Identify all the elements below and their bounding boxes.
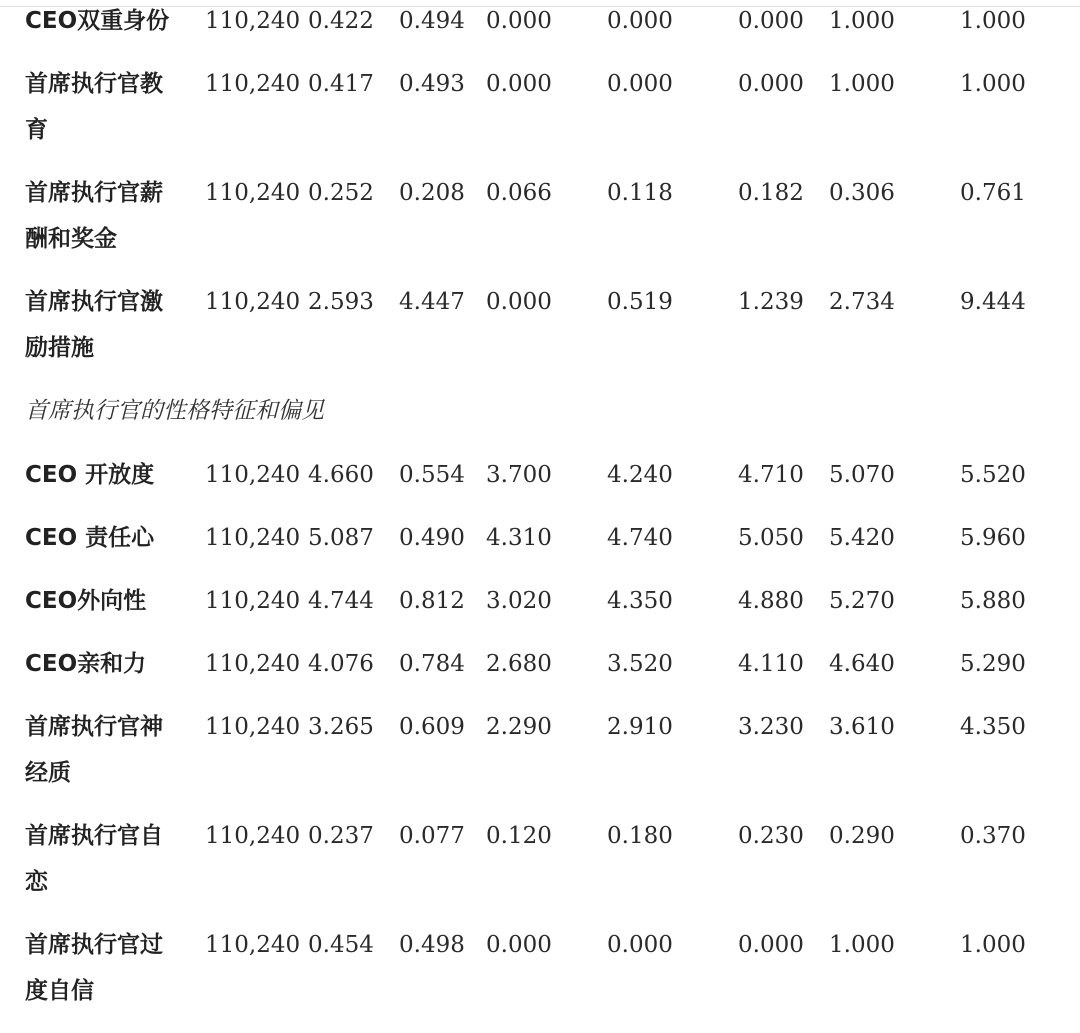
table-row (0, 0, 1080, 63)
cell-p25: 2.910 (607, 714, 673, 740)
table-row (0, 63, 1080, 172)
row-label: CEO双重身份 (25, 8, 170, 34)
cell-sd: 4.447 (399, 289, 465, 315)
cell-p25: 0.000 (607, 8, 673, 34)
row-label: CEO外向性 (25, 588, 147, 614)
cell-min: 0.000 (486, 71, 552, 97)
cell-max: 4.350 (960, 714, 1026, 740)
cell-n: 110,240 (205, 289, 301, 315)
cell-min: 0.000 (486, 8, 552, 34)
cell-p25: 4.740 (607, 525, 673, 551)
cell-median: 0.000 (738, 932, 804, 958)
cell-median: 4.110 (738, 651, 804, 677)
cell-p25: 3.520 (607, 651, 673, 677)
cell-max: 5.960 (960, 525, 1026, 551)
cell-p75: 2.734 (829, 289, 895, 315)
cell-p75: 5.070 (829, 462, 895, 488)
cell-p75: 1.000 (829, 71, 895, 97)
cell-sd: 0.498 (399, 932, 465, 958)
cell-min: 2.680 (486, 651, 552, 677)
cell-mean: 0.454 (308, 932, 374, 958)
cell-median: 0.182 (738, 180, 804, 206)
cell-min: 0.120 (486, 823, 552, 849)
cell-max: 1.000 (960, 71, 1026, 97)
table-row (0, 924, 1080, 1033)
cell-median: 4.880 (738, 588, 804, 614)
table-row (0, 643, 1080, 706)
cell-min: 2.290 (486, 714, 552, 740)
cell-sd: 0.490 (399, 525, 465, 551)
cell-median: 0.230 (738, 823, 804, 849)
row-label: 首席执行官神经质 (25, 714, 163, 786)
cell-p75: 5.270 (829, 588, 895, 614)
cell-max: 5.880 (960, 588, 1026, 614)
cell-min: 0.066 (486, 180, 552, 206)
cell-p25: 0.118 (607, 180, 673, 206)
cell-sd: 0.812 (399, 588, 465, 614)
cell-mean: 4.076 (308, 651, 374, 677)
cell-mean: 2.593 (308, 289, 374, 315)
cell-p25: 0.000 (607, 932, 673, 958)
cell-max: 5.520 (960, 462, 1026, 488)
cell-max: 1.000 (960, 932, 1026, 958)
cell-max: 0.370 (960, 823, 1026, 849)
cell-sd: 0.493 (399, 71, 465, 97)
cell-min: 3.700 (486, 462, 552, 488)
cell-mean: 4.660 (308, 462, 374, 488)
cell-p25: 0.519 (607, 289, 673, 315)
cell-sd: 0.208 (399, 180, 465, 206)
cell-mean: 4.744 (308, 588, 374, 614)
cell-median: 0.000 (738, 8, 804, 34)
cell-p75: 4.640 (829, 651, 895, 677)
cell-p25: 0.000 (607, 71, 673, 97)
row-label: 首席执行官薪酬和奖金 (25, 180, 163, 252)
cell-p75: 3.610 (829, 714, 895, 740)
cell-mean: 0.422 (308, 8, 374, 34)
cell-max: 0.761 (960, 180, 1026, 206)
cell-n: 110,240 (205, 525, 301, 551)
table-row (0, 815, 1080, 924)
cell-n: 110,240 (205, 8, 301, 34)
cell-median: 4.710 (738, 462, 804, 488)
cell-median: 1.239 (738, 289, 804, 315)
cell-median: 5.050 (738, 525, 804, 551)
cell-p75: 5.420 (829, 525, 895, 551)
cell-mean: 0.252 (308, 180, 374, 206)
cell-min: 0.000 (486, 289, 552, 315)
cell-n: 110,240 (205, 180, 301, 206)
table-row (0, 281, 1080, 390)
table-row (0, 706, 1080, 815)
cell-median: 0.000 (738, 71, 804, 97)
section-title: 首席执行官的性格特征和偏见 (25, 398, 324, 424)
cell-sd: 0.494 (399, 8, 465, 34)
cell-max: 5.290 (960, 651, 1026, 677)
cell-p25: 4.240 (607, 462, 673, 488)
cell-p25: 0.180 (607, 823, 673, 849)
cell-mean: 0.237 (308, 823, 374, 849)
cell-min: 3.020 (486, 588, 552, 614)
cell-n: 110,240 (205, 651, 301, 677)
table-row (0, 580, 1080, 643)
table-row (0, 454, 1080, 517)
cell-n: 110,240 (205, 462, 301, 488)
cell-sd: 0.609 (399, 714, 465, 740)
cell-mean: 3.265 (308, 714, 374, 740)
row-label: CEO 开放度 (25, 462, 155, 488)
row-label: CEO 责任心 (25, 525, 155, 551)
row-label: 首席执行官教育 (25, 71, 163, 143)
cell-sd: 0.554 (399, 462, 465, 488)
row-label: 首席执行官过度自信 (25, 932, 163, 1004)
cell-max: 9.444 (960, 289, 1026, 315)
cell-n: 110,240 (205, 588, 301, 614)
cell-min: 0.000 (486, 932, 552, 958)
cell-median: 3.230 (738, 714, 804, 740)
row-label: CEO亲和力 (25, 651, 147, 677)
cell-mean: 0.417 (308, 71, 374, 97)
cell-max: 1.000 (960, 8, 1026, 34)
cell-mean: 5.087 (308, 525, 374, 551)
cell-p75: 0.290 (829, 823, 895, 849)
cell-n: 110,240 (205, 71, 301, 97)
cell-p75: 1.000 (829, 8, 895, 34)
cell-sd: 0.784 (399, 651, 465, 677)
cell-p75: 1.000 (829, 932, 895, 958)
cell-p25: 4.350 (607, 588, 673, 614)
row-label: 首席执行官激励措施 (25, 289, 163, 361)
cell-sd: 0.077 (399, 823, 465, 849)
cell-n: 110,240 (205, 823, 301, 849)
cell-n: 110,240 (205, 932, 301, 958)
section-header-row (0, 390, 1080, 454)
cell-n: 110,240 (205, 714, 301, 740)
cell-min: 4.310 (486, 525, 552, 551)
table-row (0, 172, 1080, 281)
table-row (0, 517, 1080, 580)
row-label: 首席执行官自恋 (25, 823, 163, 895)
cell-p75: 0.306 (829, 180, 895, 206)
